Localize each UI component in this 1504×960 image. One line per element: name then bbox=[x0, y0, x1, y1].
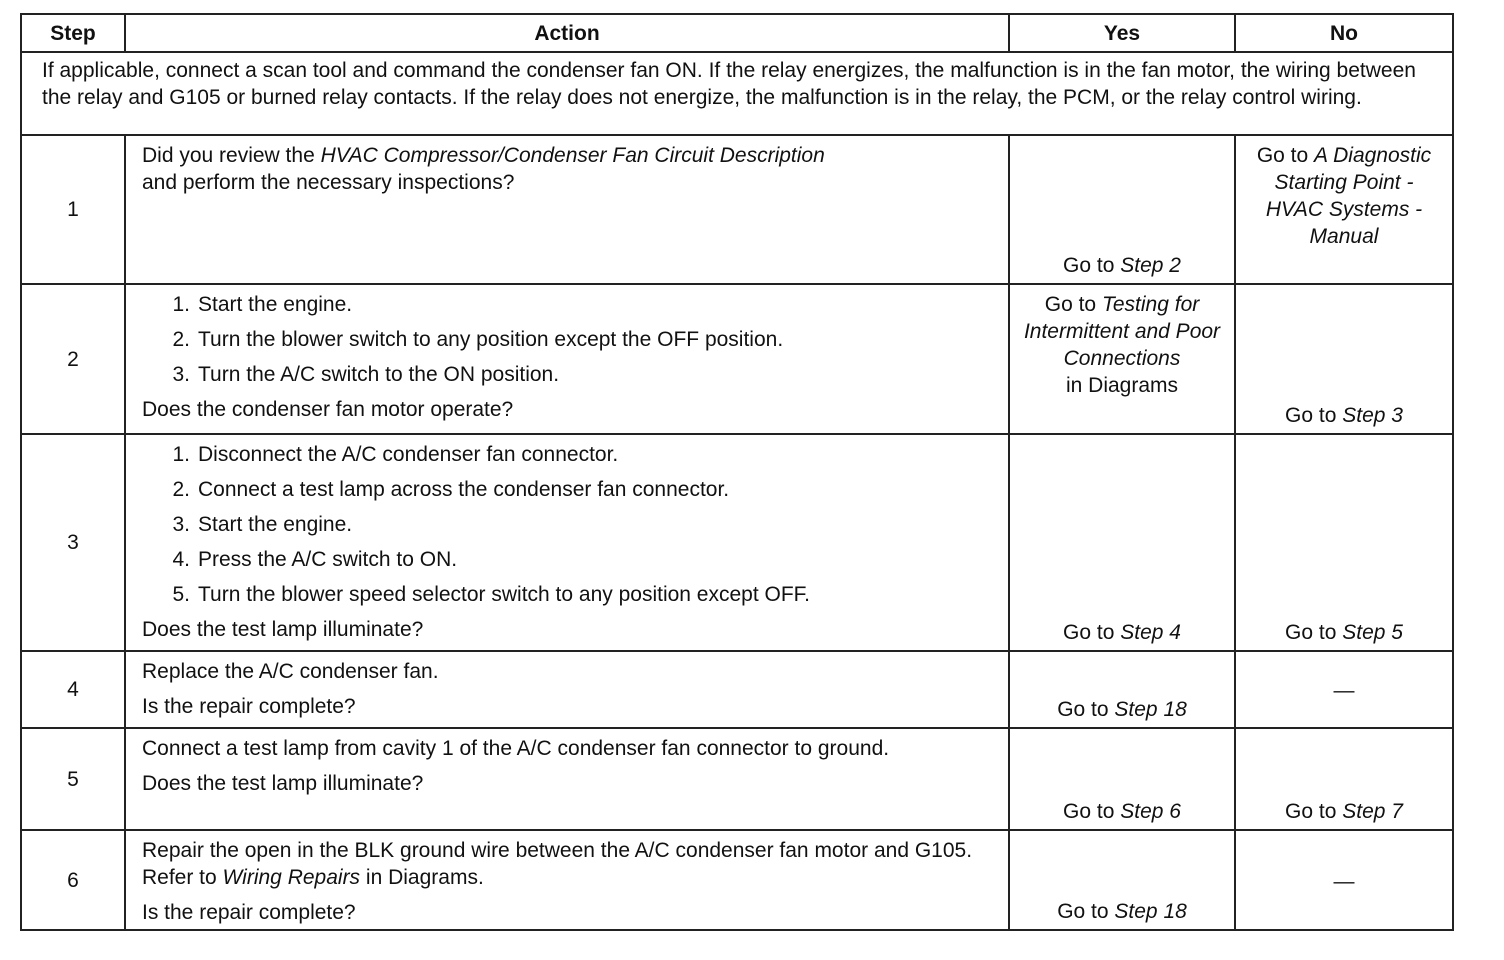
table-row bbox=[21, 135, 1453, 284]
no-link[interactable]: Step 5 bbox=[1342, 621, 1403, 644]
header-step: Step bbox=[21, 14, 125, 52]
goto-label: Go to bbox=[1063, 800, 1115, 823]
goto-label: Go to bbox=[1057, 900, 1109, 923]
step-number: 4 bbox=[21, 651, 125, 728]
no-cell bbox=[1235, 830, 1453, 930]
goto-label: Go to bbox=[1285, 404, 1337, 427]
goto-label: Go to bbox=[1063, 621, 1115, 644]
action-cell bbox=[125, 135, 1009, 284]
no-cell bbox=[1235, 135, 1453, 284]
no-dash: — bbox=[1333, 869, 1355, 893]
no-cell bbox=[1235, 434, 1453, 651]
yes-link[interactable]: Step 18 bbox=[1114, 900, 1187, 923]
yes-link[interactable]: Testing for Intermittent and Poor Connections bbox=[1023, 293, 1221, 370]
list-item: 3. Turn the A/C switch to the ON position. bbox=[172, 363, 560, 386]
goto-label: Go to bbox=[1256, 144, 1309, 167]
yes-link[interactable]: Step 4 bbox=[1120, 621, 1181, 644]
table-row bbox=[21, 434, 1453, 651]
list-item: 1. Start the engine. bbox=[172, 293, 353, 316]
yes-link[interactable]: Step 2 bbox=[1120, 254, 1181, 277]
diagnostic-table bbox=[20, 13, 1454, 931]
header-yes: Yes bbox=[1009, 14, 1235, 52]
goto-label: Go to bbox=[1063, 254, 1115, 277]
yes-cell bbox=[1009, 284, 1235, 434]
action-text: and perform the necessary inspections? bbox=[142, 171, 515, 194]
yes-suffix: in Diagrams bbox=[1065, 374, 1179, 397]
table-row bbox=[21, 728, 1453, 830]
yes-cell bbox=[1009, 728, 1235, 830]
list-item: 2. Connect a test lamp across the condenser fan connector. bbox=[172, 478, 730, 501]
yes-cell bbox=[1009, 651, 1235, 728]
action-cell bbox=[125, 830, 1009, 930]
yes-link[interactable]: Step 18 bbox=[1114, 698, 1187, 721]
list-item: 4. Press the A/C switch to ON. bbox=[172, 548, 458, 571]
yes-link[interactable]: Step 6 bbox=[1120, 800, 1181, 823]
step-number: 5 bbox=[21, 728, 125, 830]
action-cell bbox=[125, 728, 1009, 830]
action-steps bbox=[142, 441, 992, 608]
list-item: 1. Disconnect the A/C condenser fan connector. bbox=[172, 443, 619, 466]
header-row bbox=[21, 14, 1453, 52]
action-reference: Wiring Repairs bbox=[222, 866, 361, 889]
action-cell bbox=[125, 651, 1009, 728]
list-item: 5. Turn the blower speed selector switch to any position except OFF. bbox=[172, 583, 811, 606]
list-item: 3. Start the engine. bbox=[172, 513, 353, 536]
intro-text: If applicable, connect a scan tool and command the condenser fan ON. If the relay energizes, the malfunction is in the fan motor, the wiring between the relay and G105 or burned relay contacts. If the relay does not energize, the malfunction is in the relay, the PCM, or the relay control wiring. bbox=[21, 52, 1453, 135]
action-text: Connect a test lamp from cavity 1 of the A/C condenser fan connector to ground. bbox=[142, 737, 890, 760]
header-action: Action bbox=[125, 14, 1009, 52]
goto-label: Go to bbox=[1285, 621, 1337, 644]
action-question: Is the repair complete? bbox=[142, 695, 356, 718]
action-text: Did you review the bbox=[142, 144, 315, 167]
header-no: No bbox=[1235, 14, 1453, 52]
goto-label: Go to bbox=[1057, 698, 1109, 721]
step-number: 2 bbox=[21, 284, 125, 434]
action-cell bbox=[125, 284, 1009, 434]
no-link[interactable]: Step 7 bbox=[1342, 800, 1403, 823]
yes-cell bbox=[1009, 830, 1235, 930]
action-text: Replace the A/C condenser fan. bbox=[142, 660, 439, 683]
no-dash: — bbox=[1333, 679, 1355, 702]
no-cell bbox=[1235, 284, 1453, 434]
action-question: Does the condenser fan motor operate? bbox=[142, 398, 514, 421]
list-item: 2. Turn the blower switch to any position except the OFF position. bbox=[172, 328, 784, 351]
no-cell bbox=[1235, 728, 1453, 830]
step-number: 1 bbox=[21, 135, 125, 284]
action-steps bbox=[142, 291, 992, 388]
action-text: Repair the open in the BLK ground wire between the A/C condenser fan motor and G105. Refer to Wiring Repairs in Diagrams. bbox=[142, 839, 973, 889]
table-row bbox=[21, 651, 1453, 728]
table-row bbox=[21, 284, 1453, 434]
intro-row bbox=[21, 52, 1453, 135]
table-row bbox=[21, 830, 1453, 930]
step-number: 3 bbox=[21, 434, 125, 651]
no-link[interactable]: Step 3 bbox=[1342, 404, 1403, 427]
action-question: Does the test lamp illuminate? bbox=[142, 772, 424, 795]
action-cell bbox=[125, 434, 1009, 651]
action-question: Is the repair complete? bbox=[142, 901, 356, 924]
no-cell bbox=[1235, 651, 1453, 728]
goto-label: Go to bbox=[1044, 293, 1097, 316]
goto-label: Go to bbox=[1285, 800, 1337, 823]
no-link[interactable]: A Diagnostic Starting Point - HVAC Systems - Manual bbox=[1265, 144, 1432, 248]
step-number: 6 bbox=[21, 830, 125, 930]
action-question: Does the test lamp illuminate? bbox=[142, 618, 424, 641]
yes-cell bbox=[1009, 434, 1235, 651]
action-reference: HVAC Compressor/Condenser Fan Circuit Description bbox=[320, 144, 825, 167]
yes-cell bbox=[1009, 135, 1235, 284]
